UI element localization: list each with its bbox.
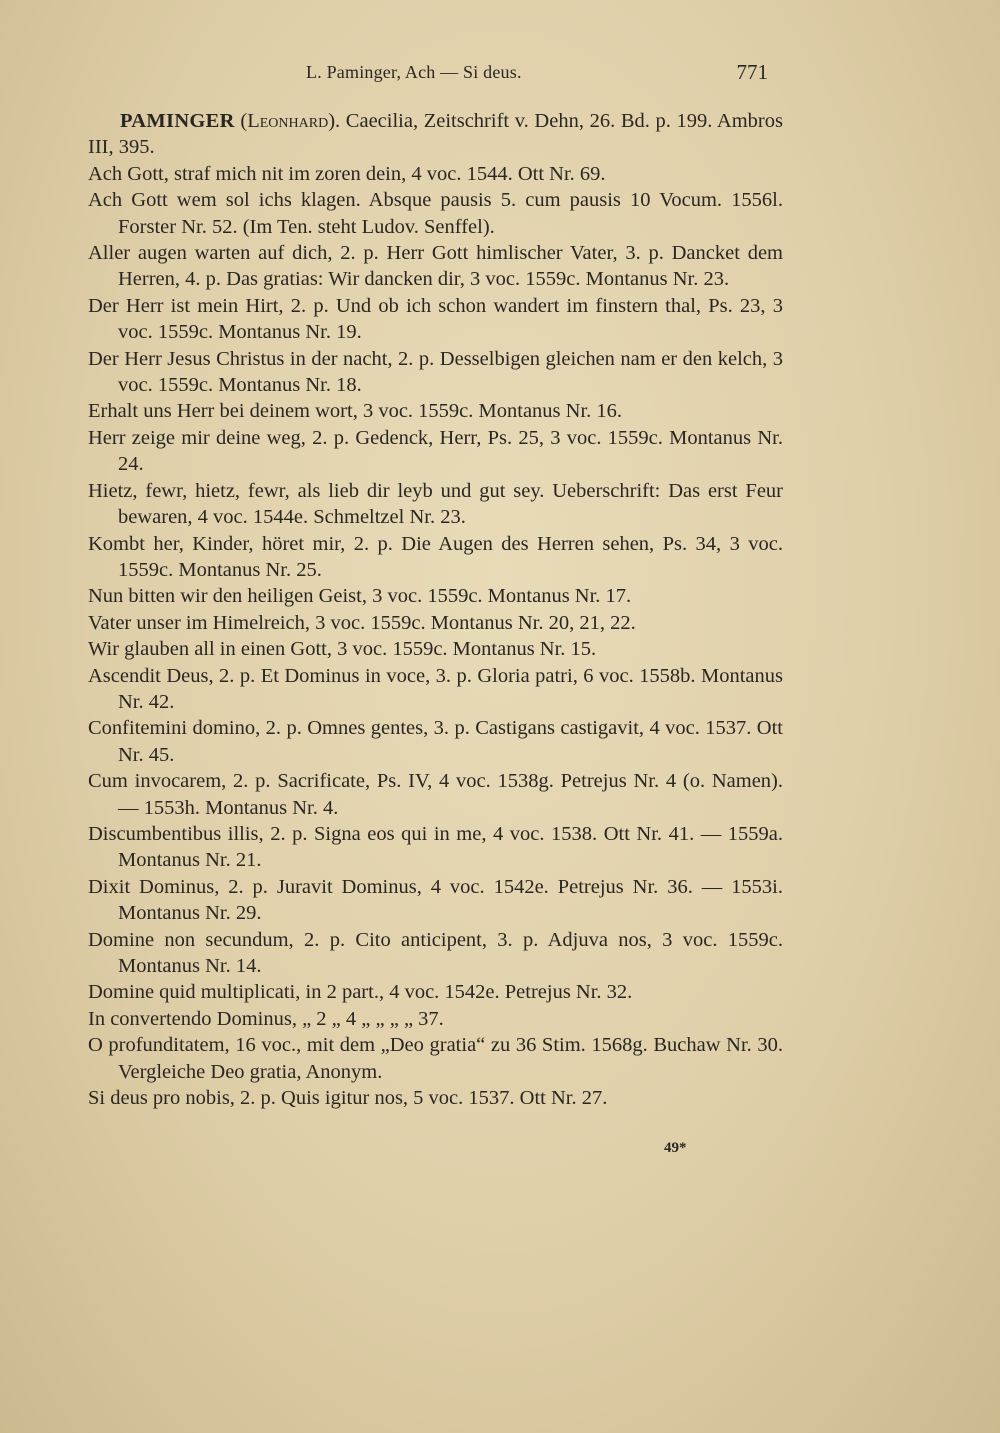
author-references: Caecilia, Zeitschrift v. Dehn, 26. Bd. p. 199. Ambros III, 395. [88, 110, 783, 159]
catalog-entry: Erhalt uns Herr bei deinem wort, 3 voc. 1559c. Montanus Nr. 16. [88, 400, 623, 423]
author-name: PAMINGER [120, 110, 235, 132]
catalog-entry: Wir glauben all in einen Gott, 3 voc. 1559c. Montanus Nr. 15. [88, 638, 597, 661]
catalog-entry: Aller augen warten auf dich, 2. p. Herr Gott himlischer Vater, 3. p. Dancket dem Herren, 4. p. Das gratias: Wir dancken dir, 3 voc. 1559c. Montanus Nr. 23. [88, 242, 783, 291]
catalog-entry: Dixit Dominus, 2. p. Juravit Dominus, 4 voc. 1542e. Petrejus Nr. 36. — 1553i. Montanus Nr. 29. [88, 875, 783, 925]
catalog-entry: Si deus pro nobis, 2. p. Quis igitur nos, 5 voc. 1537. Ott Nr. 27. [88, 1087, 608, 1110]
signature-mark: 49* [664, 1140, 687, 1156]
page-header [88, 62, 778, 92]
catalog-entry: Der Herr Jesus Christus in der nacht, 2. p. Desselbigen gleichen nam er den kelch, 3 voc. 1559c. Montanus Nr. 18. [88, 347, 783, 397]
catalog-entry: Ach Gott, straf mich nit im zoren dein, 4 voc. 1544. Ott Nr. 69. [88, 162, 606, 185]
catalog-entry: Cum invocarem, 2. p. Sacrificate, Ps. IV, 4 voc. 1538g. Petrejus Nr. 4 (o. Namen). — 1553h. Montanus Nr. 4. [88, 770, 783, 819]
page-number: 771 [736, 60, 768, 84]
catalog-entry: Hietz, fewr, hietz, fewr, als lieb dir leyb und gut sey. Ueberschrift: Das erst Feur bewaren, 4 voc. 1544e. Schmeltzel Nr. 23. [88, 479, 783, 529]
catalog-entry: Domine non secundum, 2. p. Cito anticipent, 3. p. Adjuva nos, 3 voc. 1559c. Montanus Nr. 14. [88, 928, 783, 977]
catalog-entry: O profunditatem, 16 voc., mit dem „Deo gratia“ zu 36 Stim. 1568g. Buchaw Nr. 30. Vergleiche Deo gratia, Anonym. [88, 1034, 783, 1083]
catalog-entry: In convertendo Dominus, „ 2 „ 4 „ „ „ „ 37. [88, 1007, 444, 1030]
catalog-entry: Nun bitten wir den heiligen Geist, 3 voc. 1559c. Montanus Nr. 17. [88, 585, 632, 608]
catalog-entry: Kombt her, Kinder, höret mir, 2. p. Die Augen des Herren sehen, Ps. 34, 3 voc. 1559c. Montanus Nr. 25. [88, 532, 783, 581]
catalog-entry: Herr zeige mir deine weg, 2. p. Gedenck, Herr, Ps. 25, 3 voc. 1559c. Montanus Nr. 24. [88, 426, 783, 476]
catalog-entry: Discumbentibus illis, 2. p. Signa eos qui in me, 4 voc. 1538. Ott Nr. 41. — 1559a. Montanus Nr. 21. [88, 822, 783, 872]
catalog-entry: Ach Gott wem sol ichs klagen. Absque pausis 5. cum pausis 10 Vocum. 1556l. Forster Nr. 52. (Im Ten. steht Ludov. Senffel). [88, 189, 783, 238]
catalog-entry: Domine quid multiplicati, in 2 part., 4 voc. 1542e. Petrejus Nr. 32. [88, 981, 633, 1004]
catalog-entry: Ascendit Deus, 2. p. Et Dominus in voce, 3. p. Gloria patri, 6 voc. 1558b. Montanus Nr. 42. [88, 664, 783, 713]
catalog-entries [88, 108, 783, 1111]
running-title: L. Paminger, Ach — Si deus. [306, 62, 522, 82]
catalog-entry: Der Herr ist mein Hirt, 2. p. Und ob ich schon wandert im finstern thal, Ps. 23, 3 voc. 1559c. Montanus Nr. 19. [88, 294, 783, 344]
catalog-entry: Confitemini domino, 2. p. Omnes gentes, 3. p. Castigans castigavit, 4 voc. 1537. Ott Nr. 45. [88, 717, 783, 766]
author-given-name: (Leonhard). [240, 110, 341, 132]
author-entry [88, 108, 783, 161]
catalog-entry: Vater unser im Himelreich, 3 voc. 1559c. Montanus Nr. 20, 21, 22. [88, 611, 636, 634]
